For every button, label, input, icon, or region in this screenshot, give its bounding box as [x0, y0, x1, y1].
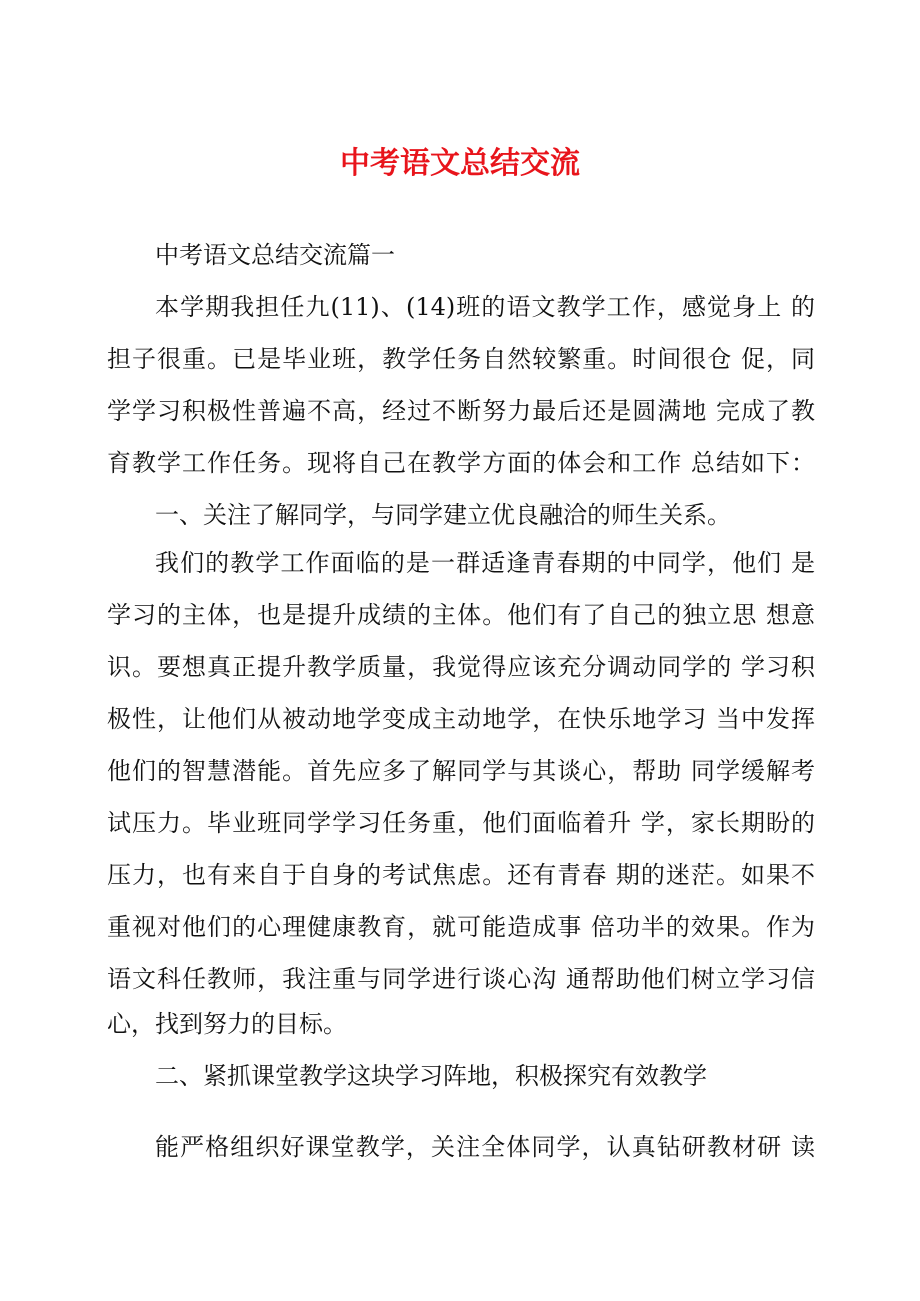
paragraph-line: 我们的教学工作面临的是一群适逢青春期的中同学，他们 是 [155, 549, 815, 577]
paragraph-line: 语文科任教师，我注重与同学进行谈心沟 通帮助他们树立学习信 [107, 965, 815, 993]
paragraph-line: 压力，也有来自于自身的考试焦虑。还有青春 期的迷茫。如果不 [107, 861, 815, 889]
section-heading: 二、紧抓课堂教学这块学习阵地，积极探究有效教学 [155, 1062, 707, 1090]
paragraph-line: 学习的主体，也是提升成绩的主体。他们有了自己的独立思 想意 [107, 601, 815, 629]
paragraph-line: 重视对他们的心理健康教育，就可能造成事 倍功半的效果。作为 [107, 913, 815, 941]
paragraph-line: 本学期我担任九(11)、(14)班的语文教学工作，感觉身上 的 [155, 293, 815, 321]
paragraph-line: 心，找到努力的目标。 [107, 1010, 347, 1038]
paragraph-line: 能严格组织好课堂教学，关注全体同学，认真钻研教材研 读 [155, 1133, 815, 1161]
section-heading: 中考语文总结交流篇一 [155, 241, 395, 269]
section-heading: 一、关注了解同学，与同学建立优良融洽的师生关系。 [155, 501, 731, 529]
paragraph-line: 担子很重。已是毕业班，教学任务自然较繁重。时间很仓 促，同 [107, 345, 815, 373]
paragraph-line: 极性，让他们从被动地学变成主动地学，在快乐地学习 当中发挥 [107, 705, 815, 733]
paragraph-line: 试压力。毕业班同学学习任务重，他们面临着升 学，家长期盼的 [107, 809, 815, 837]
paragraph-line: 育教学工作任务。现将自己在教学方面的体会和工作 总结如下： [107, 449, 815, 477]
paragraph-line: 学学习积极性普遍不高，经过不断努力最后还是圆满地 完成了教 [107, 397, 815, 425]
paragraph-line: 他们的智慧潜能。首先应多了解同学与其谈心，帮助 同学缓解考 [107, 757, 815, 785]
document-title: 中考语文总结交流 [340, 146, 580, 181]
paragraph-line: 识。要想真正提升教学质量，我觉得应该充分调动同学的 学习积 [107, 653, 815, 681]
